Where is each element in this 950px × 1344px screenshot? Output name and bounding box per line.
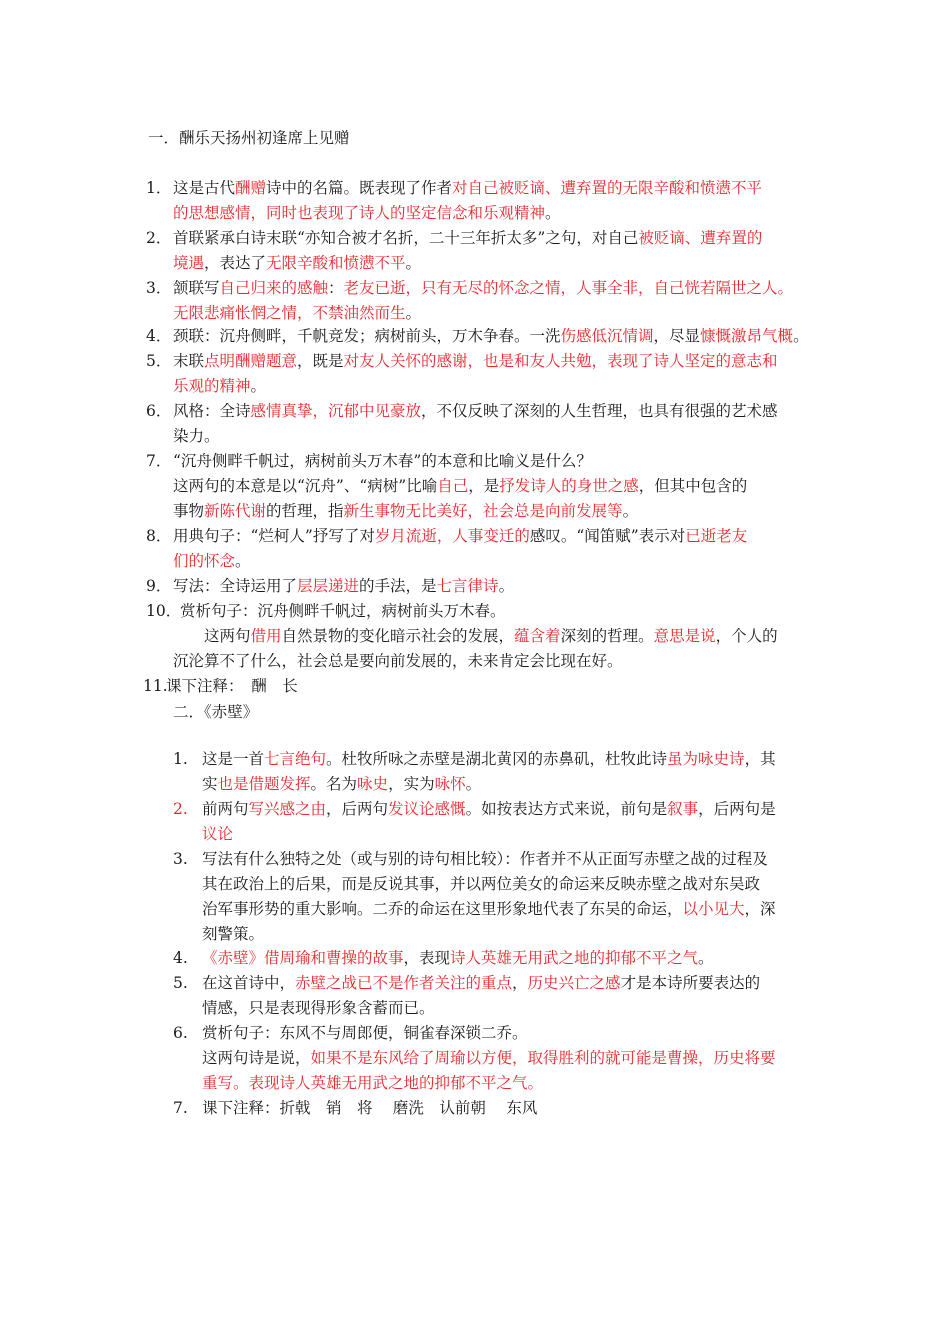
highlighted-text: 自己归来的感触 <box>219 279 329 297</box>
list-number: 8． <box>146 527 172 545</box>
body-text: ： <box>328 279 344 297</box>
body-text: 。名为 <box>310 775 358 793</box>
body-text: 。杜牧所咏之赤壁是湖北黄冈的赤鼻矶，杜牧此诗 <box>326 750 668 768</box>
list-item-line <box>173 549 251 574</box>
highlighted-text: 自己 <box>437 477 469 495</box>
list-item-line <box>173 374 266 399</box>
highlighted-text: 对友人关怀的感谢，也是和友人共勉，表现了诗人坚定的意志和 <box>343 352 778 370</box>
body-text: 。 <box>622 502 639 520</box>
list-item-line <box>173 226 762 251</box>
list-item-line <box>173 176 762 201</box>
list-number: 5． <box>146 352 172 370</box>
highlighted-text: 抒发诗人的身世之感 <box>499 477 639 495</box>
body-text: 这是古代 <box>173 179 236 197</box>
highlighted-text: 们的怀念 <box>173 552 236 570</box>
body-text: 颔联写 <box>173 279 220 297</box>
body-text: 诗中的名篇。既表现了作者 <box>266 179 453 197</box>
body-text: 实 <box>202 775 218 793</box>
body-text: “沉舟侧畔千帆过，病树前头万木春”的本意和比喻义是什么？ <box>173 452 592 470</box>
highlighted-text: 伤感低沉情调 <box>560 327 654 345</box>
highlighted-text: 如果不是东风给了周瑜以方便，取得胜利的就可能是曹操，历史将要 <box>310 1049 776 1067</box>
highlighted-text: 无限悲痛怅惘之情，不禁油然而生 <box>173 304 406 322</box>
body-text: 。 <box>793 327 809 345</box>
highlighted-text: 七言律诗 <box>436 577 499 595</box>
body-text: ，表现 <box>403 949 451 967</box>
list-item-line <box>202 996 435 1021</box>
body-text: 的哲理，指 <box>266 502 344 520</box>
list-item-line <box>173 201 561 226</box>
body-text: 深刻的哲理。 <box>560 627 654 645</box>
list-item-line <box>202 797 776 822</box>
section-2-heading: 二．《赤壁》 <box>173 703 259 721</box>
list-item-line <box>173 424 220 449</box>
body-text: ，其 <box>744 750 776 768</box>
list-number: 2. <box>173 800 188 818</box>
list-item-line <box>173 276 793 301</box>
list-item-line <box>202 772 481 797</box>
list-number: 9． <box>146 577 172 595</box>
list-item-line <box>202 1096 537 1121</box>
list-item-line <box>202 922 264 947</box>
highlighted-text: 点明酬赠题意 <box>204 352 298 370</box>
body-text: 刻警策。 <box>202 925 265 943</box>
list-item-line <box>202 971 760 996</box>
body-text: ，但其中包含的 <box>638 477 748 495</box>
highlighted-text: 虽为咏史诗 <box>667 750 745 768</box>
body-text: 情感，只是表现得形象含蓄而已。 <box>202 999 435 1017</box>
highlighted-text: 借用 <box>250 627 282 645</box>
highlighted-text: 境遇 <box>173 254 205 272</box>
body-text: 。 <box>698 949 714 967</box>
list-item-line <box>173 301 421 326</box>
body-text: ，后两句是 <box>698 800 776 818</box>
highlighted-text: 历史兴亡之感 <box>527 974 621 992</box>
body-text: ，深 <box>744 900 776 918</box>
body-text: 。如按表达方式来说，前句是 <box>465 800 668 818</box>
highlighted-text: 诗人英雄无用武之地的抑郁不平之气 <box>450 949 699 967</box>
list-item-line <box>173 624 778 649</box>
body-text: 。 <box>250 377 267 395</box>
body-text: 事物 <box>173 502 205 520</box>
body-text: 这是一首 <box>202 750 265 768</box>
list-number: 1. <box>173 750 188 768</box>
list-item-line <box>202 1071 543 1096</box>
highlighted-text: 酬赠 <box>235 179 267 197</box>
body-text: ， <box>512 974 528 992</box>
list-item-line <box>173 574 514 599</box>
list-item-line <box>202 822 233 847</box>
list-number: 5. <box>173 974 188 992</box>
body-text: 感叹。“闻笛赋”表示对 <box>529 527 686 545</box>
body-text: ，后两句 <box>326 800 389 818</box>
highlighted-text: 老友已逝，只有无尽的怀念之情，人事全非，自己恍若隔世之人。 <box>343 279 794 297</box>
highlighted-text: 咏史 <box>357 775 389 793</box>
body-text: 沉沦算不了什么，社会总是要向前发展的，未来肯定会比现在好。 <box>173 652 623 670</box>
body-text: 这两句 <box>173 627 251 645</box>
highlighted-text: 慷慨激昂气概 <box>700 327 794 345</box>
highlighted-text: 赤壁之战已不是作者关注的重点 <box>295 974 513 992</box>
body-text: 赏析句子：沉舟侧畔千帆过，病树前头万木春。 <box>180 602 506 620</box>
body-text: 用典句子：“烂柯人”抒写了对 <box>173 527 375 545</box>
list-item-line <box>180 599 506 624</box>
highlighted-text: 意思是说 <box>653 627 716 645</box>
highlighted-text: 的思想感情，同时也表现了诗人的坚定信念和乐观精神 <box>173 204 546 222</box>
body-text: 课下注释：折戟 销 将 磨洗 认前朝 东风 <box>202 1099 538 1117</box>
body-text: 这两句诗是说， <box>202 1049 311 1067</box>
body-text: 赏析句子：东风不与周郎便，铜雀春深锁二乔。 <box>202 1024 528 1042</box>
highlighted-text: 发议论感慨 <box>388 800 466 818</box>
body-text: 。 <box>405 254 422 272</box>
body-text: 首联紧承白诗末联“亦知合被才名折，二十三年折太多”之句，对自己 <box>173 229 639 247</box>
body-text: 的手法，是 <box>359 577 437 595</box>
highlighted-text: 以小见大 <box>682 900 745 918</box>
body-text: ，尽显 <box>653 327 701 345</box>
body-text: 自然景物的变化暗示社会的发展， <box>281 627 515 645</box>
body-text: 课下注释： 酬 长 <box>166 677 298 695</box>
body-text: 。 <box>498 577 515 595</box>
highlighted-text: 叙事 <box>667 800 699 818</box>
highlighted-text: 被贬谪、遭弃置的 <box>638 229 763 247</box>
body-text: 。 <box>405 304 422 322</box>
list-item-line <box>173 324 809 349</box>
body-text: 才是本诗所要表达的 <box>620 974 761 992</box>
highlighted-text: 新生事物无比美好，社会总是向前发展等 <box>343 502 623 520</box>
list-number: 2． <box>146 229 172 247</box>
list-item-line <box>173 649 623 674</box>
body-text: 写法：全诗运用了 <box>173 577 298 595</box>
body-text: 末联 <box>173 352 205 370</box>
body-text: ，是 <box>468 477 500 495</box>
list-item-line <box>202 897 776 922</box>
list-number: 1． <box>146 179 172 197</box>
list-number: 4． <box>146 327 172 345</box>
body-text: ，既是 <box>297 352 344 370</box>
list-number: 3. <box>173 850 188 868</box>
list-number: 10． <box>146 602 182 620</box>
highlighted-text: 七言绝句 <box>264 750 327 768</box>
list-item-line <box>173 349 778 374</box>
highlighted-text: 《赤壁》借周瑜和曹操的故事 <box>202 949 404 967</box>
section-1-heading: 一．酬乐天扬州初逢席上见赠 <box>148 129 350 147</box>
body-text: 。 <box>465 775 482 793</box>
highlighted-text: 对自己被贬谪、遭弃置的无限辛酸和愤懑不平 <box>452 179 763 197</box>
list-number: 6． <box>146 402 172 420</box>
list-number: 7． <box>146 452 172 470</box>
list-item-line <box>173 524 747 549</box>
highlighted-text: 乐观的精神 <box>173 377 251 395</box>
highlighted-text: 也是借题发挥 <box>217 775 311 793</box>
highlighted-text: 写兴感之由 <box>248 800 327 818</box>
body-text: ，不仅反映了深刻的人生哲理，也具有很强的艺术感 <box>421 402 778 420</box>
list-number: 11. <box>143 677 168 695</box>
list-item-line <box>202 747 776 772</box>
body-text: ，表达了 <box>204 254 267 272</box>
highlighted-text: 层层递进 <box>297 577 360 595</box>
body-text: 其在政治上的后果，而是反说其事，并以两位美女的命运来反映赤壁之战对东吴政 <box>202 875 761 893</box>
body-text: 写法有什么独特之处（或与别的诗句相比较）：作者并不从正面写赤壁之战的过程及 <box>202 850 768 868</box>
highlighted-text: 重写。表现诗人英雄无用武之地的抑郁不平之气。 <box>202 1074 544 1092</box>
highlighted-text: 已逝老友 <box>685 527 748 545</box>
list-number: 6. <box>173 1024 188 1042</box>
body-text: 风格：全诗 <box>173 402 251 420</box>
highlighted-text: 无限辛酸和愤懑不平 <box>266 254 406 272</box>
list-item-line <box>202 946 714 971</box>
list-item-line <box>202 847 768 872</box>
list-item-line <box>173 499 638 524</box>
body-text: 。 <box>235 552 251 570</box>
list-item-line <box>166 674 298 699</box>
body-text: 这两句的本意是以“沉舟”、“病树”比喻 <box>173 477 438 495</box>
body-text: 。 <box>545 204 561 222</box>
list-number: 3． <box>146 279 172 297</box>
list-number: 7. <box>173 1099 188 1117</box>
body-text: ，个人的 <box>715 627 778 645</box>
body-text: ，实为 <box>388 775 435 793</box>
list-item-line <box>173 251 421 276</box>
list-item-line <box>202 1021 528 1046</box>
list-item-line <box>173 399 778 424</box>
body-text: 在这首诗中， <box>202 974 296 992</box>
body-text: 前两句 <box>202 800 249 818</box>
list-item-line <box>202 1046 776 1071</box>
highlighted-text: 议论 <box>202 825 234 843</box>
body-text: 染力。 <box>173 427 220 445</box>
highlighted-text: 蕴含着 <box>514 627 561 645</box>
list-item-line <box>202 872 760 897</box>
list-item-line <box>173 474 747 499</box>
highlighted-text: 岁月流逝，人事变迁的 <box>374 527 530 545</box>
body-text: 颈联：沉舟侧畔，千帆竞发；病树前头，万木争春。一洗 <box>173 327 561 345</box>
highlighted-text: 感情真挚，沉郁中见豪放 <box>250 402 422 420</box>
body-text: 治军事形势的重大影响。二乔的命运在这里形象地代表了东吴的命运， <box>202 900 683 918</box>
highlighted-text: 新陈代谢 <box>204 502 267 520</box>
list-number: 4. <box>173 949 188 967</box>
highlighted-text: 咏怀 <box>434 775 466 793</box>
list-item-line <box>173 449 592 474</box>
